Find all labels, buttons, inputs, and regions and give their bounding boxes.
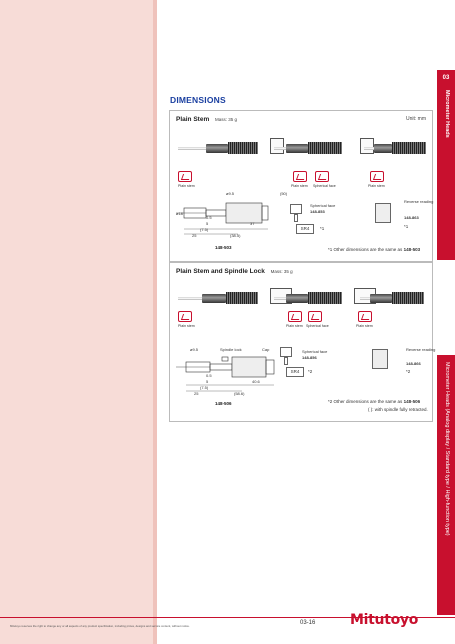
icon-label-5: Plain stem	[178, 324, 195, 328]
mark-star2-b: *2	[406, 369, 411, 374]
reverse-reading-drawing-2	[372, 349, 388, 369]
footnote-1-text: *1 Other dimensions are the same as	[328, 247, 403, 252]
model-148-863: 148-863	[404, 215, 419, 220]
mark-star1-b: *1	[404, 224, 409, 229]
model-148-866: 148-866	[406, 361, 421, 366]
footnote-retracted: ( ): with spindle fully retracted.	[368, 407, 428, 412]
dimension-drawing-148-506	[176, 347, 288, 397]
section-number: 03	[442, 75, 450, 81]
icon-label-7: Spherical face	[306, 324, 329, 328]
footnote-1-model: 148-503	[403, 247, 421, 252]
page-number: 03-16	[300, 620, 316, 626]
section-label-long: Micrometer Heads (Analog display / Standard type / High-function type)	[444, 362, 450, 536]
spherical-face-icon-2	[308, 311, 322, 322]
dim2-d7: (7.5)	[200, 385, 209, 390]
dimension-drawing-148-503	[176, 189, 284, 239]
icon-label-4: Plain stem	[368, 184, 385, 188]
footnote-2	[328, 399, 420, 404]
plain-stem-icon-2	[293, 171, 307, 182]
product-photo-148-503	[178, 141, 262, 155]
dim-d9: 25	[192, 233, 197, 238]
left-side-strip	[153, 0, 157, 644]
spherical-tip-stem	[294, 214, 298, 222]
dim-d8: 37	[250, 221, 255, 226]
plain-stem-icon-4	[178, 311, 192, 322]
plain-stem-icon-3	[370, 171, 384, 182]
spherical-tip-drawing-2	[280, 347, 292, 357]
product-photo-148-866	[360, 291, 430, 305]
dim2-d10: (58.6)	[234, 391, 245, 396]
reverse-reading-drawing	[375, 203, 391, 223]
product-photo-148-506	[178, 291, 262, 305]
left-side-band	[0, 0, 153, 644]
variant-label-spherical: Spherical face	[310, 203, 336, 208]
dim-d1: ø9.5	[226, 191, 235, 196]
variant2-label-reverse: Reverse reading	[406, 347, 436, 352]
footer-disclaimer: Mitutoyo reserves the right to change any or all aspects of any product specification, including prices, designs and service content, without notice.	[10, 624, 190, 628]
model-148-856: 148-856	[302, 355, 317, 360]
footnote-1	[328, 247, 420, 252]
product-photo-148-853	[274, 141, 350, 155]
footnote-2-model: 148-506	[403, 399, 421, 404]
right-section-tab	[437, 0, 455, 644]
plain-stem-icon-6	[358, 311, 372, 322]
panel-mass: Mass: 35 g	[215, 117, 238, 122]
panel-title-text: Plain Stem	[176, 116, 210, 123]
dim2-d6: 5	[206, 379, 209, 384]
unit-label: Unit: mm	[406, 116, 426, 122]
icon-label-8: Plain stem	[356, 324, 373, 328]
icon-label-2: Plain stem	[291, 184, 308, 188]
icon-label: Plain stem	[178, 184, 195, 188]
dim2-d5: 0.5	[206, 373, 212, 378]
dim-d11: (38.5)	[230, 233, 241, 238]
dim-d6: 5	[206, 221, 209, 226]
dim-d10: (50)	[280, 191, 288, 196]
plain-stem-icon	[178, 171, 192, 182]
model-148-853: 148-853	[310, 209, 325, 214]
dim-d5: 0.5	[206, 215, 212, 220]
panel2-title-text: Plain Stem and Spindle Lock	[176, 268, 265, 275]
page-title: DIMENSIONS	[170, 95, 226, 105]
spherical-tip-stem-2	[284, 357, 288, 365]
product-photo-148-856	[274, 291, 350, 305]
sr4-label-2: SR4	[286, 367, 304, 377]
mark-star2: *2	[308, 369, 313, 374]
sr4-label: SR4	[296, 224, 314, 234]
panel-title	[176, 116, 237, 123]
panel2-mass: Mass: 35 g	[270, 269, 293, 274]
icon-label-3: Spherical face	[313, 184, 336, 188]
mark-star1: *1	[320, 226, 325, 231]
panel-plain-stem	[169, 110, 433, 262]
panel2-title	[176, 268, 293, 275]
dim2-d9: 25	[194, 391, 199, 396]
model-148-503: 148-503	[215, 245, 232, 250]
plain-stem-icon-5	[288, 311, 302, 322]
icon-label-6: Plain stem	[286, 324, 303, 328]
dim-d7: (7.5)	[200, 227, 209, 232]
dim2-d4: Cap	[262, 347, 270, 352]
dim2-d8: 40.6	[252, 379, 260, 384]
model-148-506: 148-506	[215, 401, 232, 406]
dim2-d1: ø9.5	[190, 347, 199, 352]
dim-d3: ø18	[176, 211, 183, 216]
section-label: Micrometer Heads	[444, 90, 450, 138]
product-photo-148-863	[364, 141, 430, 155]
dim2-d3: Spindle lock	[220, 347, 242, 352]
spherical-face-icon	[315, 171, 329, 182]
variant2-label-spherical: Spherical face	[302, 349, 328, 354]
footnote-2-text: *2 Other dimensions are the same as	[328, 399, 403, 404]
spherical-tip-drawing	[290, 204, 302, 214]
panel-plain-stem-spindle-lock	[169, 262, 436, 422]
mitutoyo-logo: Mitutoyo	[350, 612, 419, 628]
variant-label-reverse: Reverse reading	[404, 199, 434, 204]
